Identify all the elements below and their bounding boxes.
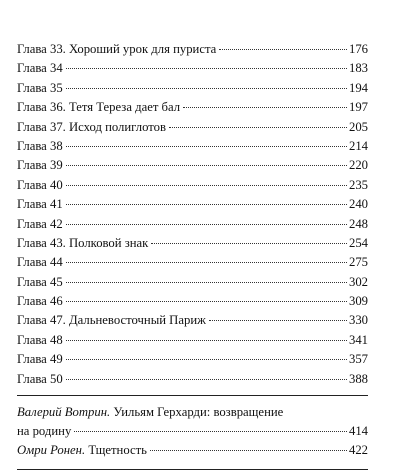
toc-entry-title: Глава 43. Полковой знак (17, 235, 149, 250)
toc-entry (17, 331, 368, 350)
toc-entry-title: Глава 47. Дальневосточный Париж (17, 313, 206, 328)
toc-essay-title: Уильям Герхарди: возвращение (113, 405, 284, 420)
toc-entry-page: 302 (348, 274, 368, 289)
dot-leader (74, 431, 347, 432)
dot-leader (66, 165, 347, 166)
toc-entry-title: Глава 38 (17, 138, 63, 153)
toc-entry (17, 292, 368, 311)
toc-essay-entry (17, 441, 368, 460)
toc-essay-entry (17, 403, 368, 441)
toc-entry-title: Глава 49 (17, 352, 63, 367)
toc-entry-title: Глава 46 (17, 294, 63, 309)
toc-entry-title: Глава 35 (17, 80, 63, 95)
table-of-contents (17, 40, 368, 470)
dot-leader (66, 224, 347, 225)
toc-essay-heading (17, 441, 147, 460)
dot-leader (209, 320, 347, 321)
toc-entry-page: 205 (348, 119, 368, 134)
dot-leader (150, 450, 347, 451)
toc-entry-page: 275 (348, 255, 368, 270)
toc-entry-title: Глава 48 (17, 332, 63, 347)
toc-entry-page: 176 (348, 42, 368, 56)
toc-entry-page: 341 (348, 332, 368, 347)
dot-leader (66, 359, 347, 360)
toc-entry-page: 357 (348, 352, 368, 367)
toc-essay-author: Валерий Вотрин. (17, 405, 111, 420)
toc-entry-title: Глава 45 (17, 274, 63, 289)
dot-leader (66, 262, 347, 263)
toc-entry (17, 273, 368, 292)
toc-entry-page: 309 (348, 294, 368, 309)
dot-leader (66, 379, 347, 380)
toc-entry-page: 220 (348, 158, 368, 173)
toc-essay-second-line (17, 422, 368, 441)
toc-entry-title: Глава 42 (17, 216, 63, 231)
toc-entry (17, 234, 368, 253)
toc-entry-page: 194 (348, 80, 368, 95)
toc-entry-page: 330 (348, 313, 368, 328)
toc-entry (17, 59, 368, 78)
toc-entry-page: 240 (348, 197, 368, 212)
toc-entry (17, 156, 368, 175)
toc-entry-title: Глава 36. Тетя Тереза дает бал (17, 100, 181, 115)
toc-entry-title: Глава 50 (17, 371, 63, 386)
dot-leader (151, 243, 347, 244)
toc-entry-page: 214 (348, 138, 368, 153)
toc-entry-page: 197 (348, 100, 368, 115)
dot-leader (66, 301, 347, 302)
toc-entry-page: 388 (348, 371, 368, 386)
dot-leader (66, 88, 347, 89)
toc-entry-title: Глава 34 (17, 61, 63, 76)
toc-entry (17, 176, 368, 195)
dot-leader (169, 127, 347, 128)
toc-entry-title: Глава 37. Исход полиглотов (17, 119, 166, 134)
toc-entry (17, 40, 368, 59)
toc-entry (17, 215, 368, 234)
dot-leader (183, 107, 347, 108)
toc-entry (17, 195, 368, 214)
toc-entry (17, 311, 368, 330)
dot-leader (66, 68, 347, 69)
toc-entry-title: Глава 44 (17, 255, 63, 270)
toc-essay-title: Тщетность (88, 443, 147, 458)
dot-leader (66, 340, 347, 341)
dot-leader (219, 49, 347, 50)
toc-entry-title: Глава 39 (17, 158, 63, 173)
toc-essay-title-continued: на родину (17, 424, 72, 439)
toc-entry-page: 422 (348, 443, 368, 458)
section-divider (17, 395, 368, 396)
dot-leader (66, 185, 347, 186)
toc-entry-page: 414 (348, 424, 368, 439)
toc-entry-title: Глава 40 (17, 177, 63, 192)
toc-entry (17, 79, 368, 98)
toc-entry (17, 350, 368, 369)
toc-essay-first-line (17, 403, 368, 422)
toc-entry (17, 98, 368, 117)
toc-entry-page: 235 (348, 177, 368, 192)
toc-entry (17, 370, 368, 389)
toc-entry-page: 183 (348, 61, 368, 76)
toc-entry-page: 248 (348, 216, 368, 231)
dot-leader (66, 204, 347, 205)
toc-entry (17, 137, 368, 156)
dot-leader (66, 146, 347, 147)
toc-entry-page: 254 (348, 235, 368, 250)
toc-entry (17, 253, 368, 272)
dot-leader (66, 282, 347, 283)
toc-entry-title: Глава 33. Хороший урок для пуриста (17, 42, 217, 56)
toc-essay-author: Омри Ронен. (17, 443, 86, 458)
toc-entry (17, 118, 368, 137)
toc-entry-title: Глава 41 (17, 197, 63, 212)
